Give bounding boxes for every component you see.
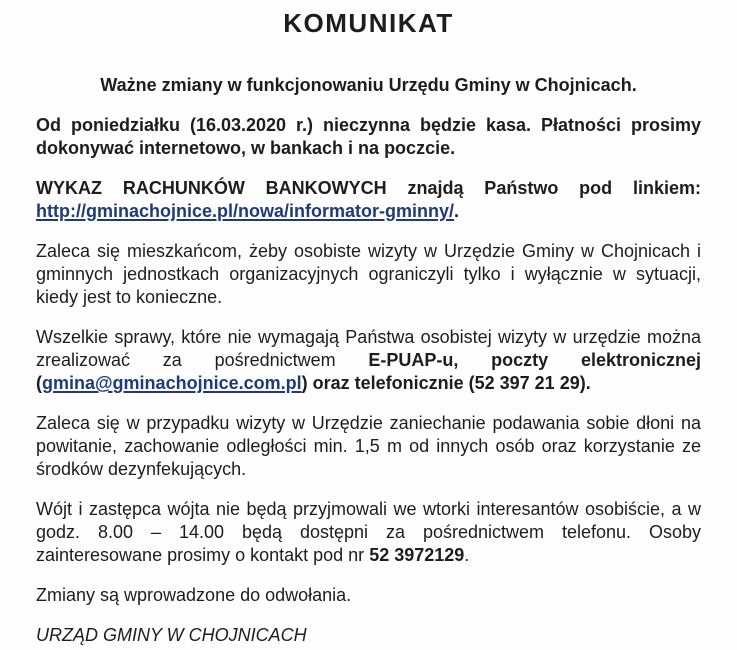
mayor-phone-number: 52 3972129 [369,545,465,565]
document-title: KOMUNIKAT [283,8,454,38]
document-signature: URZĄD GMINY W CHOJNICACH [36,625,307,645]
paragraph-remote-contact [36,326,701,395]
document-subtitle: Ważne zmiany w funkcjonowaniu Urzędu Gminy w Chojnicach. [100,75,637,95]
remote-contact-intro: Wszelkie sprawy, które nie wymagają Państwa osobistej wizyty w urzędzie można zrealizować za pośrednictwem [36,327,701,370]
bank-accounts-link[interactable]: http://gminachojnice.pl/nowa/informator-gminny/ [36,201,454,221]
paragraph-bank-accounts [36,177,701,223]
bank-accounts-text: WYKAZ RACHUNKÓW BANKOWYCH znajdą Państwo pod linkiem: [36,178,701,198]
bank-accounts-period: . [454,201,460,221]
paragraph-validity: Zmiany są wprowadzone do odwołania. [36,585,352,605]
remote-contact-epuap: E-PUAP-u, poczty elektronicznej [368,350,701,370]
paragraph-cash-office: Od poniedziałku (16.03.2020 r.) nieczynna będzie kasa. Płatności prosimy dokonywać internetowo, w bankach i na poczcie. [36,115,701,158]
paragraph-hygiene: Zaleca się w przypadku wizyty w Urzędzie zaniechanie podawania sobie dłoni na powitanie, zachowanie odległości min. 1,5 m od innych osób oraz korzystanie ze środków dezynfekujących. [36,413,701,479]
mayor-intro: Wójt i zastępca wójta nie będą przyjmowali we wtorki interesantów osobiście, a w godz. 8.00 – 14.00 będą dostępni za pośrednictwem telefonu. Osoby zainteresowane prosimy o kontakt pod nr [36,499,701,565]
paragraph-mayor-availability [36,498,701,567]
paragraph-visit-limit: Zaleca się mieszkańcom, żeby osobiste wizyty w Urzędzie Gminy w Chojnicach i gminnych jednostkach organizacyjnych ograniczyli tylko i wyłącznie w sytuacji, kiedy jest to konieczne. [36,241,701,307]
mayor-period: . [464,545,470,565]
remote-contact-phone-info: oraz telefonicznie (52 397 21 29). [312,373,591,393]
email-link[interactable]: gmina@gminachojnice.com.pl [42,373,302,393]
remote-contact-paren-close: ) [301,373,313,393]
remote-contact-paren-open: ( [36,373,42,393]
